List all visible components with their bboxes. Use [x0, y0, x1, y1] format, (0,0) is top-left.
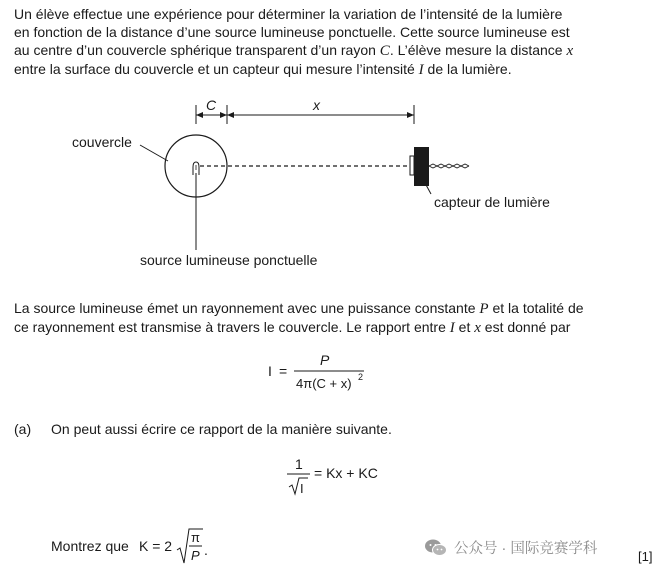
para2-line-1a: La source lumineuse émet un rayonnement avec une puissance constante — [14, 300, 480, 316]
intro-line-3b: . L’élève mesure la distance — [389, 42, 567, 58]
var-p: P — [479, 301, 489, 317]
sensor-front — [410, 156, 414, 175]
marks-label: [1] — [638, 549, 653, 564]
x-arrow-right — [407, 112, 414, 118]
label-c: C — [206, 97, 217, 113]
cover-leader — [140, 145, 168, 161]
equation-k — [137, 524, 217, 566]
equation-linear — [284, 452, 394, 500]
part-a-label: (a) — [14, 421, 32, 437]
k-frac-num: π — [191, 530, 200, 545]
var-x: x — [566, 43, 574, 59]
intro-line-2: en fonction de la distance d’une source lumineuse ponctuelle. Cette source lumineuse est — [14, 24, 570, 40]
k-frac-den: P — [191, 548, 200, 563]
label-sensor: capteur de lumière — [434, 194, 550, 210]
para2-line-2a: ce rayonnement est transmise à travers le couvercle. Le rapport entre — [14, 319, 450, 335]
var-i: I — [418, 62, 424, 78]
watermark — [424, 537, 597, 558]
second-paragraph — [14, 299, 654, 337]
eq1-equals: = — [279, 363, 288, 379]
show-prefix: Montrez que — [51, 538, 129, 554]
intro-line-4a: entre la surface du couvercle et un capteur qui mesure l’intensité — [14, 61, 419, 77]
x-arrow-left — [227, 112, 234, 118]
watermark-text: 公众号 · 国际竞赛学科 — [454, 541, 598, 557]
equation-intensity — [260, 348, 380, 396]
label-x: x — [313, 97, 320, 113]
wechat-icon — [424, 538, 448, 558]
eq2-sqrt-sign — [289, 478, 308, 494]
eq1-lhs: I — [268, 363, 272, 379]
label-cover: couvercle — [72, 134, 132, 150]
show-that-text — [51, 538, 129, 554]
intro-line-3a: au centre d’un couvercle sphérique transparent d’un rayon — [14, 42, 380, 58]
eq2-rhs: = Kx + KC — [314, 465, 378, 481]
var-c: C — [379, 43, 390, 59]
eq2-numerator: 1 — [295, 456, 303, 472]
k-period: . — [204, 542, 208, 558]
label-source: source lumineuse ponctuelle — [140, 252, 318, 268]
k-lhs: K = 2 — [139, 538, 173, 554]
para2-line-2mid: et — [454, 319, 475, 335]
var-x-2: x — [474, 320, 481, 336]
sensor-cable — [429, 164, 469, 168]
eq1-denominator: 4π(C + x) — [296, 376, 352, 391]
eq2-denominator: I — [300, 481, 304, 496]
sensor-body — [414, 147, 429, 186]
intro-line-1: Un élève effectue une expérience pour déterminer la variation de l’intensité de la lumière — [14, 6, 563, 22]
var-i-2: I — [449, 320, 455, 336]
part-a-text: On peut aussi écrire ce rapport de la manière suivante. — [51, 421, 392, 437]
para2-line-1b: et la totalité de — [488, 300, 584, 316]
para2-line-2b: est donné par — [480, 319, 571, 335]
c-arrow-left — [196, 112, 203, 118]
intro-line-4b: de la lumière. — [423, 61, 512, 77]
c-arrow-right — [220, 112, 227, 118]
eq1-exponent: 2 — [358, 372, 364, 382]
eq1-numerator: P — [320, 352, 330, 368]
